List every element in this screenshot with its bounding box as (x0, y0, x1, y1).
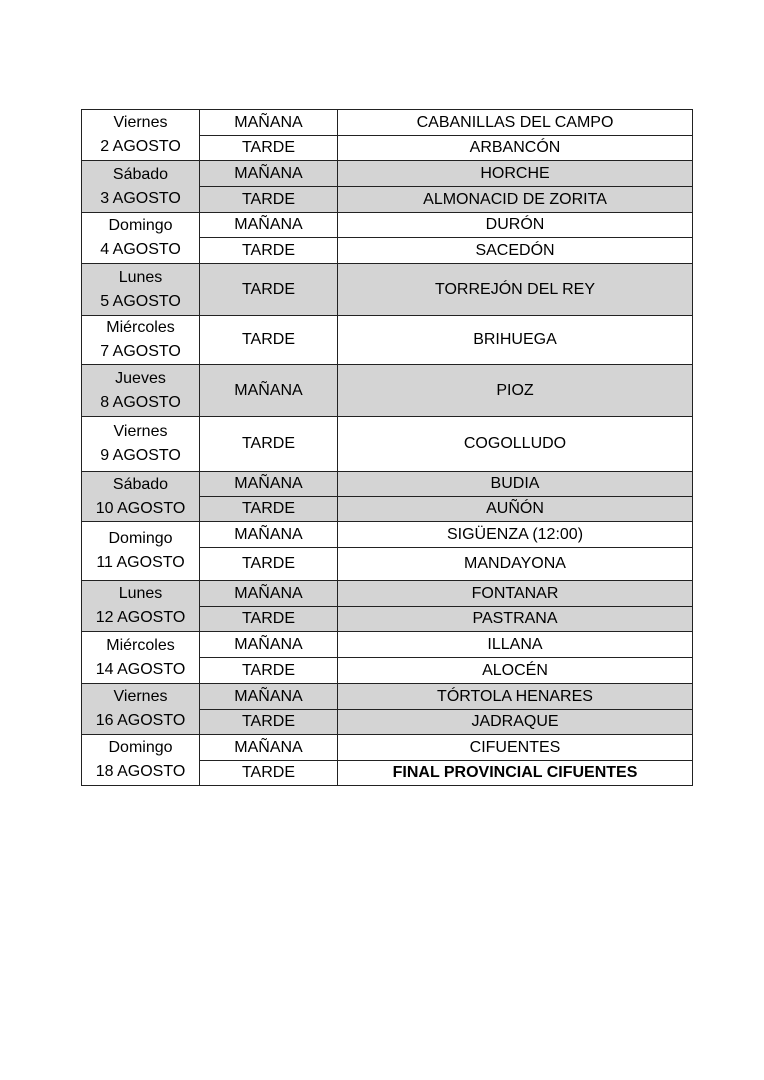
venue-cell: SACEDÓN (338, 238, 693, 264)
day-cell (82, 522, 200, 581)
session-cell: MAÑANA (200, 213, 338, 238)
date-label: 11 AGOSTO (96, 554, 185, 571)
date-label: 2 AGOSTO (100, 138, 181, 155)
date-label: 4 AGOSTO (100, 241, 181, 258)
day-cell (82, 581, 200, 632)
venue-cell: ARBANCÓN (338, 136, 693, 161)
venue-cell: CABANILLAS DEL CAMPO (338, 110, 693, 136)
session-cell: TARDE (200, 417, 338, 472)
schedule-row (82, 684, 693, 710)
day-cell (82, 161, 200, 213)
schedule-table (81, 109, 693, 786)
venue-cell: ALOCÉN (338, 658, 693, 684)
session-cell: TARDE (200, 187, 338, 213)
session-cell: TARDE (200, 264, 338, 316)
venue-cell: ALMONACID DE ZORITA (338, 187, 693, 213)
schedule-row (82, 264, 693, 316)
session-cell: TARDE (200, 658, 338, 684)
venue-cell: PIOZ (338, 365, 693, 417)
schedule-body (82, 110, 693, 786)
venue-cell: JADRAQUE (338, 710, 693, 735)
weekday-label: Sábado (112, 165, 169, 183)
schedule-row (82, 522, 693, 548)
schedule-row (82, 581, 693, 607)
date-label: 14 AGOSTO (95, 660, 186, 678)
venue-cell: FONTANAR (338, 581, 693, 607)
schedule-row (82, 213, 693, 238)
weekday-label: Miércoles (106, 636, 175, 654)
date-label: 8 AGOSTO (100, 393, 181, 411)
session-cell: MAÑANA (200, 684, 338, 710)
weekday-label: Domingo (108, 739, 173, 756)
session-cell: MAÑANA (200, 365, 338, 417)
schedule-row (82, 161, 693, 187)
date-label: 5 AGOSTO (100, 292, 181, 310)
date-label: 18 AGOSTO (95, 763, 186, 780)
session-cell: MAÑANA (200, 110, 338, 136)
day-cell (82, 110, 200, 161)
session-cell: MAÑANA (200, 632, 338, 658)
session-cell: MAÑANA (200, 581, 338, 607)
date-label: 7 AGOSTO (100, 343, 181, 360)
venue-cell: TÓRTOLA HENARES (338, 684, 693, 710)
session-cell: MAÑANA (200, 735, 338, 761)
venue-cell: TORREJÓN DEL REY (338, 264, 693, 316)
day-cell (82, 213, 200, 264)
schedule-row (82, 365, 693, 417)
session-cell: TARDE (200, 548, 338, 581)
schedule-row (82, 735, 693, 761)
day-cell (82, 684, 200, 735)
venue-cell: HORCHE (338, 161, 693, 187)
weekday-label: Domingo (108, 217, 173, 234)
day-cell (82, 472, 200, 522)
venue-cell: MANDAYONA (338, 548, 693, 581)
session-cell: TARDE (200, 607, 338, 632)
session-cell: TARDE (200, 497, 338, 522)
day-cell (82, 365, 200, 417)
session-cell: MAÑANA (200, 472, 338, 497)
schedule-row (82, 417, 693, 472)
day-cell (82, 735, 200, 786)
session-cell: TARDE (200, 710, 338, 735)
session-cell: TARDE (200, 316, 338, 365)
venue-cell: BRIHUEGA (338, 316, 693, 365)
venue-cell: FINAL PROVINCIAL CIFUENTES (338, 761, 693, 786)
day-cell (82, 264, 200, 316)
session-cell: TARDE (200, 761, 338, 786)
date-label: 3 AGOSTO (100, 189, 181, 207)
day-cell (82, 316, 200, 365)
venue-cell: CIFUENTES (338, 735, 693, 761)
weekday-label: Viernes (113, 688, 168, 705)
venue-cell: BUDIA (338, 472, 693, 497)
venue-cell: AUÑÓN (338, 497, 693, 522)
schedule-row (82, 632, 693, 658)
date-label: 16 AGOSTO (95, 712, 186, 729)
day-cell (82, 417, 200, 472)
venue-cell: SIGÜENZA (12:00) (338, 522, 693, 548)
weekday-label: Domingo (108, 530, 173, 547)
weekday-label: Viernes (113, 114, 168, 131)
date-label: 10 AGOSTO (95, 499, 186, 517)
schedule-row (82, 472, 693, 497)
weekday-label: Lunes (118, 268, 163, 286)
weekday-label: Jueves (115, 369, 166, 387)
day-cell (82, 632, 200, 684)
weekday-label: Viernes (113, 423, 168, 440)
schedule-row (82, 316, 693, 365)
weekday-label: Miércoles (106, 319, 175, 336)
date-label: 12 AGOSTO (95, 609, 186, 626)
date-label: 9 AGOSTO (100, 447, 181, 464)
schedule-row (82, 110, 693, 136)
weekday-label: Sábado (112, 475, 169, 493)
venue-cell: ILLANA (338, 632, 693, 658)
session-cell: TARDE (200, 238, 338, 264)
session-cell: MAÑANA (200, 522, 338, 548)
weekday-label: Lunes (118, 585, 163, 602)
session-cell: TARDE (200, 136, 338, 161)
venue-cell: DURÓN (338, 213, 693, 238)
session-cell: MAÑANA (200, 161, 338, 187)
venue-cell: PASTRANA (338, 607, 693, 632)
venue-cell: COGOLLUDO (338, 417, 693, 472)
